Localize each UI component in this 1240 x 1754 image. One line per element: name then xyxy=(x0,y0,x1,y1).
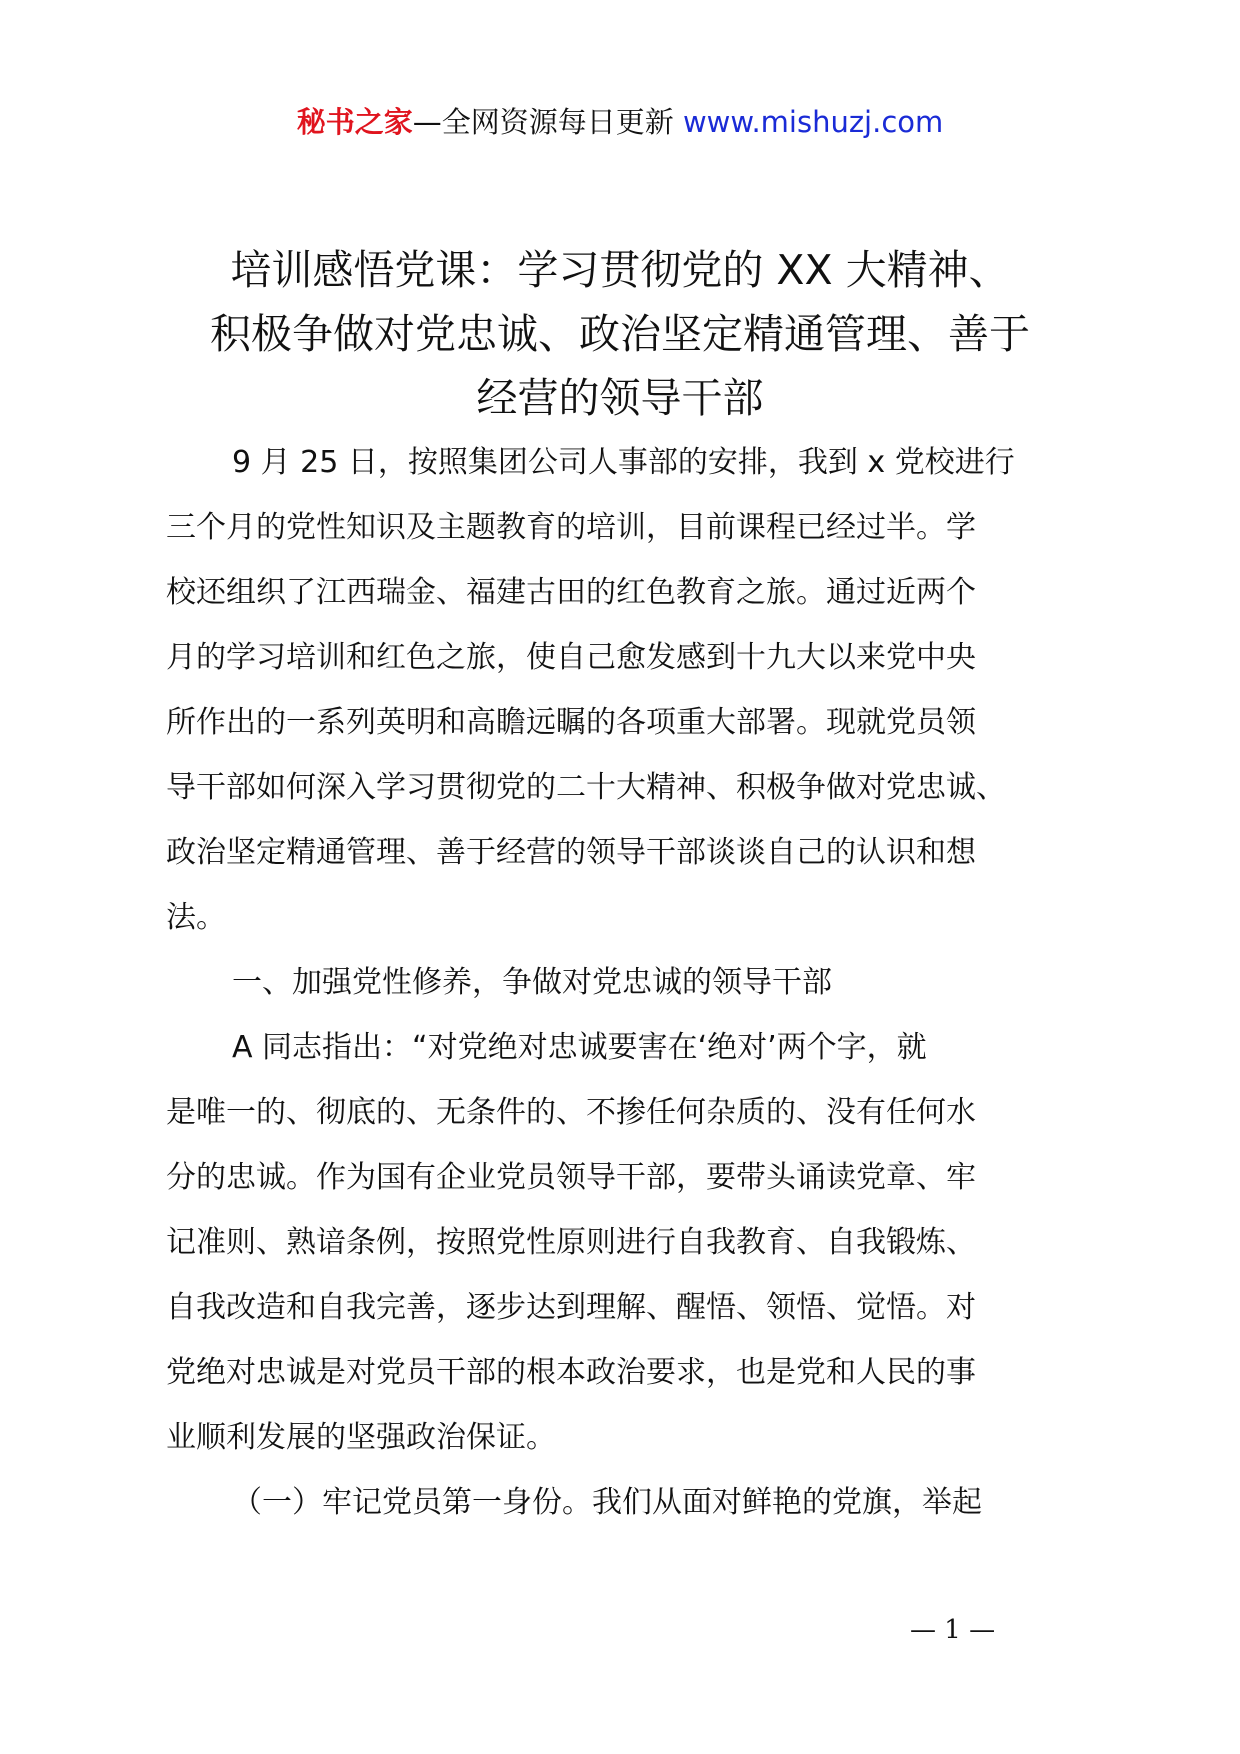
site-tagline: —全网资源每日更新 xyxy=(412,105,683,139)
paragraph-line: 记准则、熟谙条例，按照党性原则进行自我教育、自我锻炼、 xyxy=(166,1225,976,1260)
document-title xyxy=(150,238,1090,430)
paragraph-line: A 同志指出：“对党绝对忠诚要害在‘绝对’两个字，就 xyxy=(232,1030,927,1065)
paragraph-line: 政治坚定精通管理、善于经营的领导干部谈谈自己的认识和想 xyxy=(166,835,976,870)
subsection-line: （一）牢记党员第一身份。我们从面对鲜艳的党旗，举起 xyxy=(232,1485,982,1520)
title-line-3: 经营的领导干部 xyxy=(476,374,764,422)
page-number: — 1 — xyxy=(910,1615,996,1645)
paragraph-line: 党绝对忠诚是对党员干部的根本政治要求，也是党和人民的事 xyxy=(166,1355,976,1390)
site-header xyxy=(0,100,1240,144)
document-body xyxy=(166,430,1096,1535)
paragraph-line: 自我改造和自我完善，逐步达到理解、醒悟、领悟、觉悟。对 xyxy=(166,1290,976,1325)
paragraph-line: 业顺利发展的坚强政治保证。 xyxy=(166,1420,556,1455)
site-url-link[interactable]: www.mishuzj.com xyxy=(682,105,944,139)
title-line-2: 积极争做对党忠诚、政治坚定精通管理、善于 xyxy=(210,310,1030,358)
paragraph-line: 导干部如何深入学习贯彻党的二十大精神、积极争做对党忠诚、 xyxy=(166,770,1006,805)
title-line-1: 培训感悟党课：学习贯彻党的 XX 大精神、 xyxy=(230,246,1010,294)
paragraph-line: 所作出的一系列英明和高瞻远瞩的各项重大部署。现就党员领 xyxy=(166,705,976,740)
section-heading: 一、加强党性修养，争做对党忠诚的领导干部 xyxy=(232,965,832,1000)
paragraph-line: 月的学习培训和红色之旅，使自己愈发感到十九大以来党中央 xyxy=(166,640,976,675)
site-brand: 秘书之家 xyxy=(296,105,413,139)
paragraph-line: 分的忠诚。作为国有企业党员领导干部，要带头诵读党章、牢 xyxy=(166,1160,976,1195)
paragraph-line: 校还组织了江西瑞金、福建古田的红色教育之旅。通过近两个 xyxy=(166,575,976,610)
paragraph-line: 9 月 25 日，按照集团公司人事部的安排，我到 x 党校进行 xyxy=(232,445,1015,480)
paragraph-line: 法。 xyxy=(166,900,226,935)
paragraph-line: 是唯一的、彻底的、无条件的、不掺任何杂质的、没有任何水 xyxy=(166,1095,976,1130)
paragraph-line: 三个月的党性知识及主题教育的培训，目前课程已经过半。学 xyxy=(166,510,976,545)
